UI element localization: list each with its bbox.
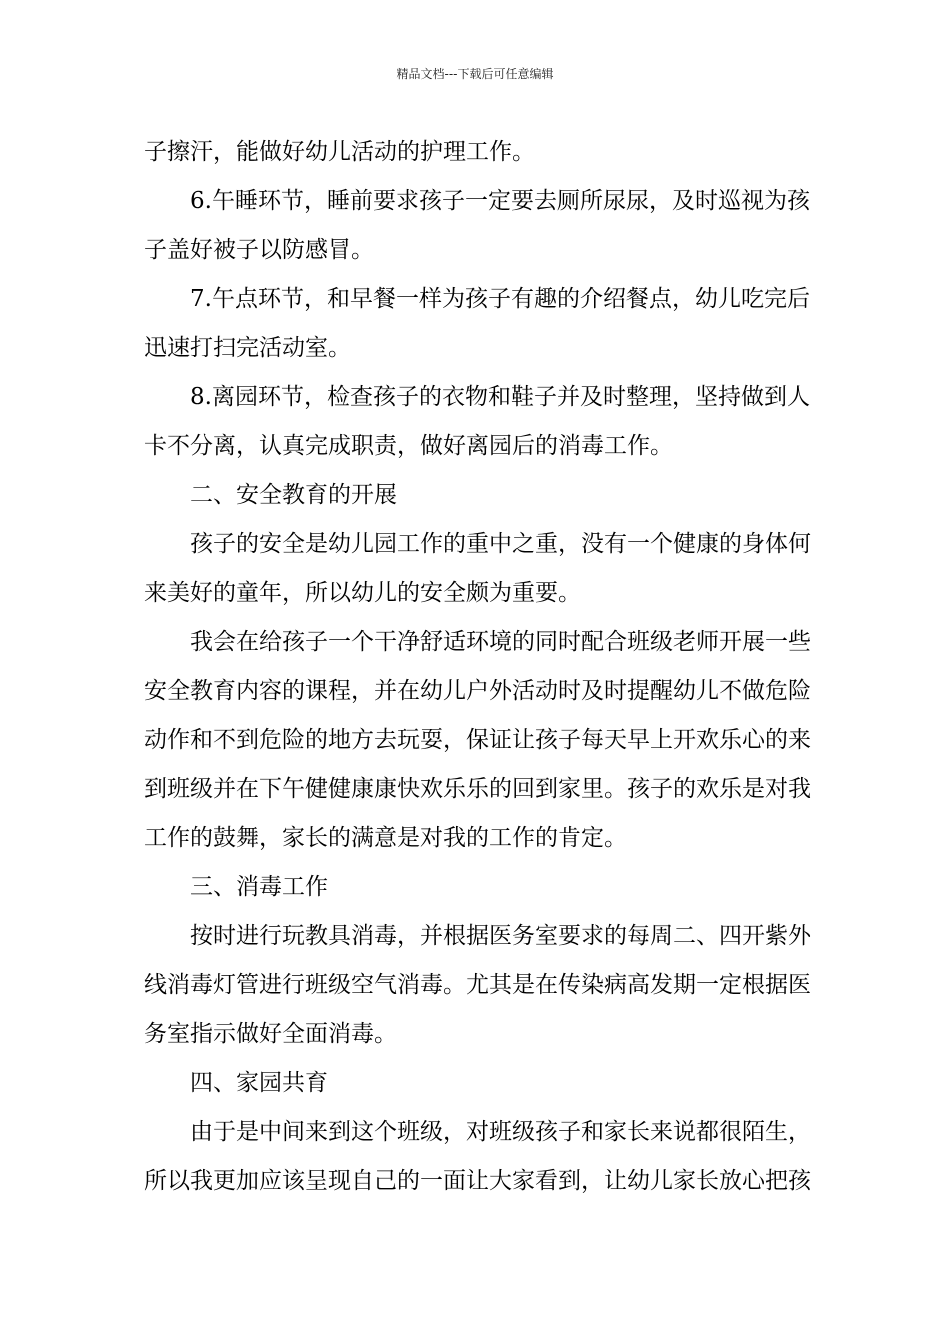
text-line: 孩子的安全是幼儿园工作的重中之重，没有一个健康的身体何 <box>190 531 811 557</box>
text-line: 迅速打扫完活动室。 <box>144 335 351 361</box>
text-line: 子盖好被子以防感冒。 <box>144 237 374 263</box>
text-line: 四、家园共育 <box>190 1070 328 1096</box>
text-line: 安全教育内容的课程，并在幼儿户外活动时及时提醒幼儿不做危险 <box>144 678 811 704</box>
text-line: 二、安全教育的开展 <box>190 482 397 508</box>
text-line: 7.午点环节，和早餐一样为孩子有趣的介绍餐点，幼儿吃完后 <box>190 286 810 312</box>
text-line: 三、消毒工作 <box>190 874 328 900</box>
text-line: 由于是中间来到这个班级，对班级孩子和家长来说都很陌生， <box>190 1119 811 1145</box>
text-line: 按时进行玩教具消毒，并根据医务室要求的每周二、四开紫外 <box>190 923 811 949</box>
text-line: 所以我更加应该呈现自己的一面让大家看到，让幼儿家长放心把孩 <box>144 1168 811 1194</box>
text-line: 务室指示做好全面消毒。 <box>144 1021 397 1047</box>
text-line: 动作和不到危险的地方去玩耍，保证让孩子每天早上开欢乐心的来 <box>144 727 811 753</box>
text-line: 子擦汗，能做好幼儿活动的护理工作。 <box>144 139 535 165</box>
text-line: 工作的鼓舞，家长的满意是对我的工作的肯定。 <box>144 825 627 851</box>
text-line: 卡不分离，认真完成职责，做好离园后的消毒工作。 <box>144 433 673 459</box>
document-body <box>144 128 809 1206</box>
text-line: 8.离园环节，检查孩子的衣物和鞋子并及时整理，坚持做到人 <box>190 384 810 410</box>
text-line: 线消毒灯管进行班级空气消毒。尤其是在传染病高发期一定根据医 <box>144 972 811 998</box>
text-line: 来美好的童年，所以幼儿的安全颇为重要。 <box>144 580 581 606</box>
text-line: 到班级并在下午健健康康快欢乐乐的回到家里。孩子的欢乐是对我 <box>144 776 811 802</box>
body-text <box>144 128 809 1206</box>
text-line: 我会在给孩子一个干净舒适环境的同时配合班级老师开展一些 <box>190 629 811 655</box>
text-line: 6.午睡环节，睡前要求孩子一定要去厕所尿尿，及时巡视为孩 <box>190 188 810 214</box>
page-header: 精品文档---下载后可任意编辑 <box>396 67 554 81</box>
